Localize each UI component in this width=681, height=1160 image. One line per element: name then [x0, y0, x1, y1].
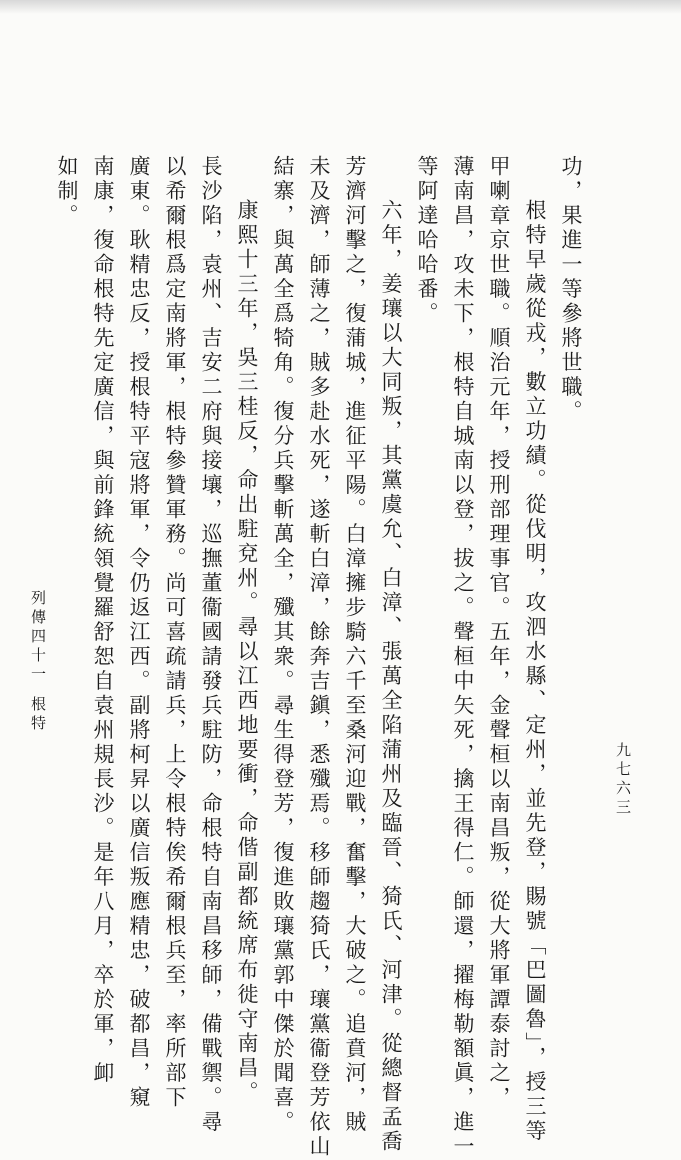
running-head-name: 根特: [29, 696, 47, 734]
text-column-1: 功，果進一等參將世職。: [559, 155, 583, 425]
text-column-7: 芳濟河擊之，復蒲城，進征平陽。白漳擁步騎六千至桑河迎戰，奮擊，大破之。追賁河，賊: [343, 155, 367, 1135]
text-column-11: 長沙陷，袁州、吉安二府與接壤，巡撫董衞國請發兵駐防，命根特自南昌移師，備戰禦。尋: [199, 155, 223, 1135]
scan-edge-shadow: [0, 0, 681, 14]
text-column-10: 康熙十三年，吳三桂反，命出駐兗州。尋以江西地要衝，命偕副都統席布徙守南昌。: [235, 199, 259, 1106]
text-column-8: 未及濟，師薄之，賊多赴水死，遂斬白漳，餘奔吉鎭，悉殲焉。移師趨猗氏，瓖黨衞登芳依山: [307, 155, 331, 1160]
text-column-12: 以希爾根爲定南將軍，根特參贊軍務。尚可喜疏請兵，上令根特俟希爾根兵至，率所部下: [163, 155, 187, 1111]
page-number: 九七六三: [614, 742, 632, 818]
text-column-5: 等阿達哈哈番。: [415, 155, 439, 327]
text-column-15: 如制。: [55, 155, 79, 229]
running-head-chapter: 列傳四十一: [29, 590, 47, 685]
text-column-3: 甲喇章京世職。順治元年，授刑部理事官。五年，金聲桓以南昌叛，從大將軍譚泰討之，: [487, 155, 511, 1111]
text-column-13: 廣東。耿精忠反，授根特平寇將軍，令仍返江西。副將柯昇以廣信叛應精忠，破都昌，窺: [127, 155, 151, 1111]
text-column-9: 結寨，與萬全爲犄角。復分兵擊斬萬全，殲其衆。尋生得登芳，復進敗瓖黨郭中傑於聞喜。: [271, 155, 295, 1135]
text-column-4: 薄南昌，攻未下，根特自城南以登，拔之。聲桓中矢死，擒王得仁。師還，擢梅勒額眞，進一: [451, 155, 475, 1160]
text-column-14: 南康，復命根特先定廣信，與前鋒統領覺羅舒恕自袁州規長沙。是年八月，卒於軍，卹: [91, 155, 115, 1086]
text-column-2: 根特早歲從戎，數立功績。從伐明，攻泗水縣、定州，並先登，賜號「巴圖魯」，授三等: [523, 199, 547, 1144]
text-column-6: 六年，姜瓖以大同叛，其黨虞允、白漳、張萬全陷蒲州及臨晉、猗氏、河津。從總督孟喬: [379, 199, 403, 1155]
